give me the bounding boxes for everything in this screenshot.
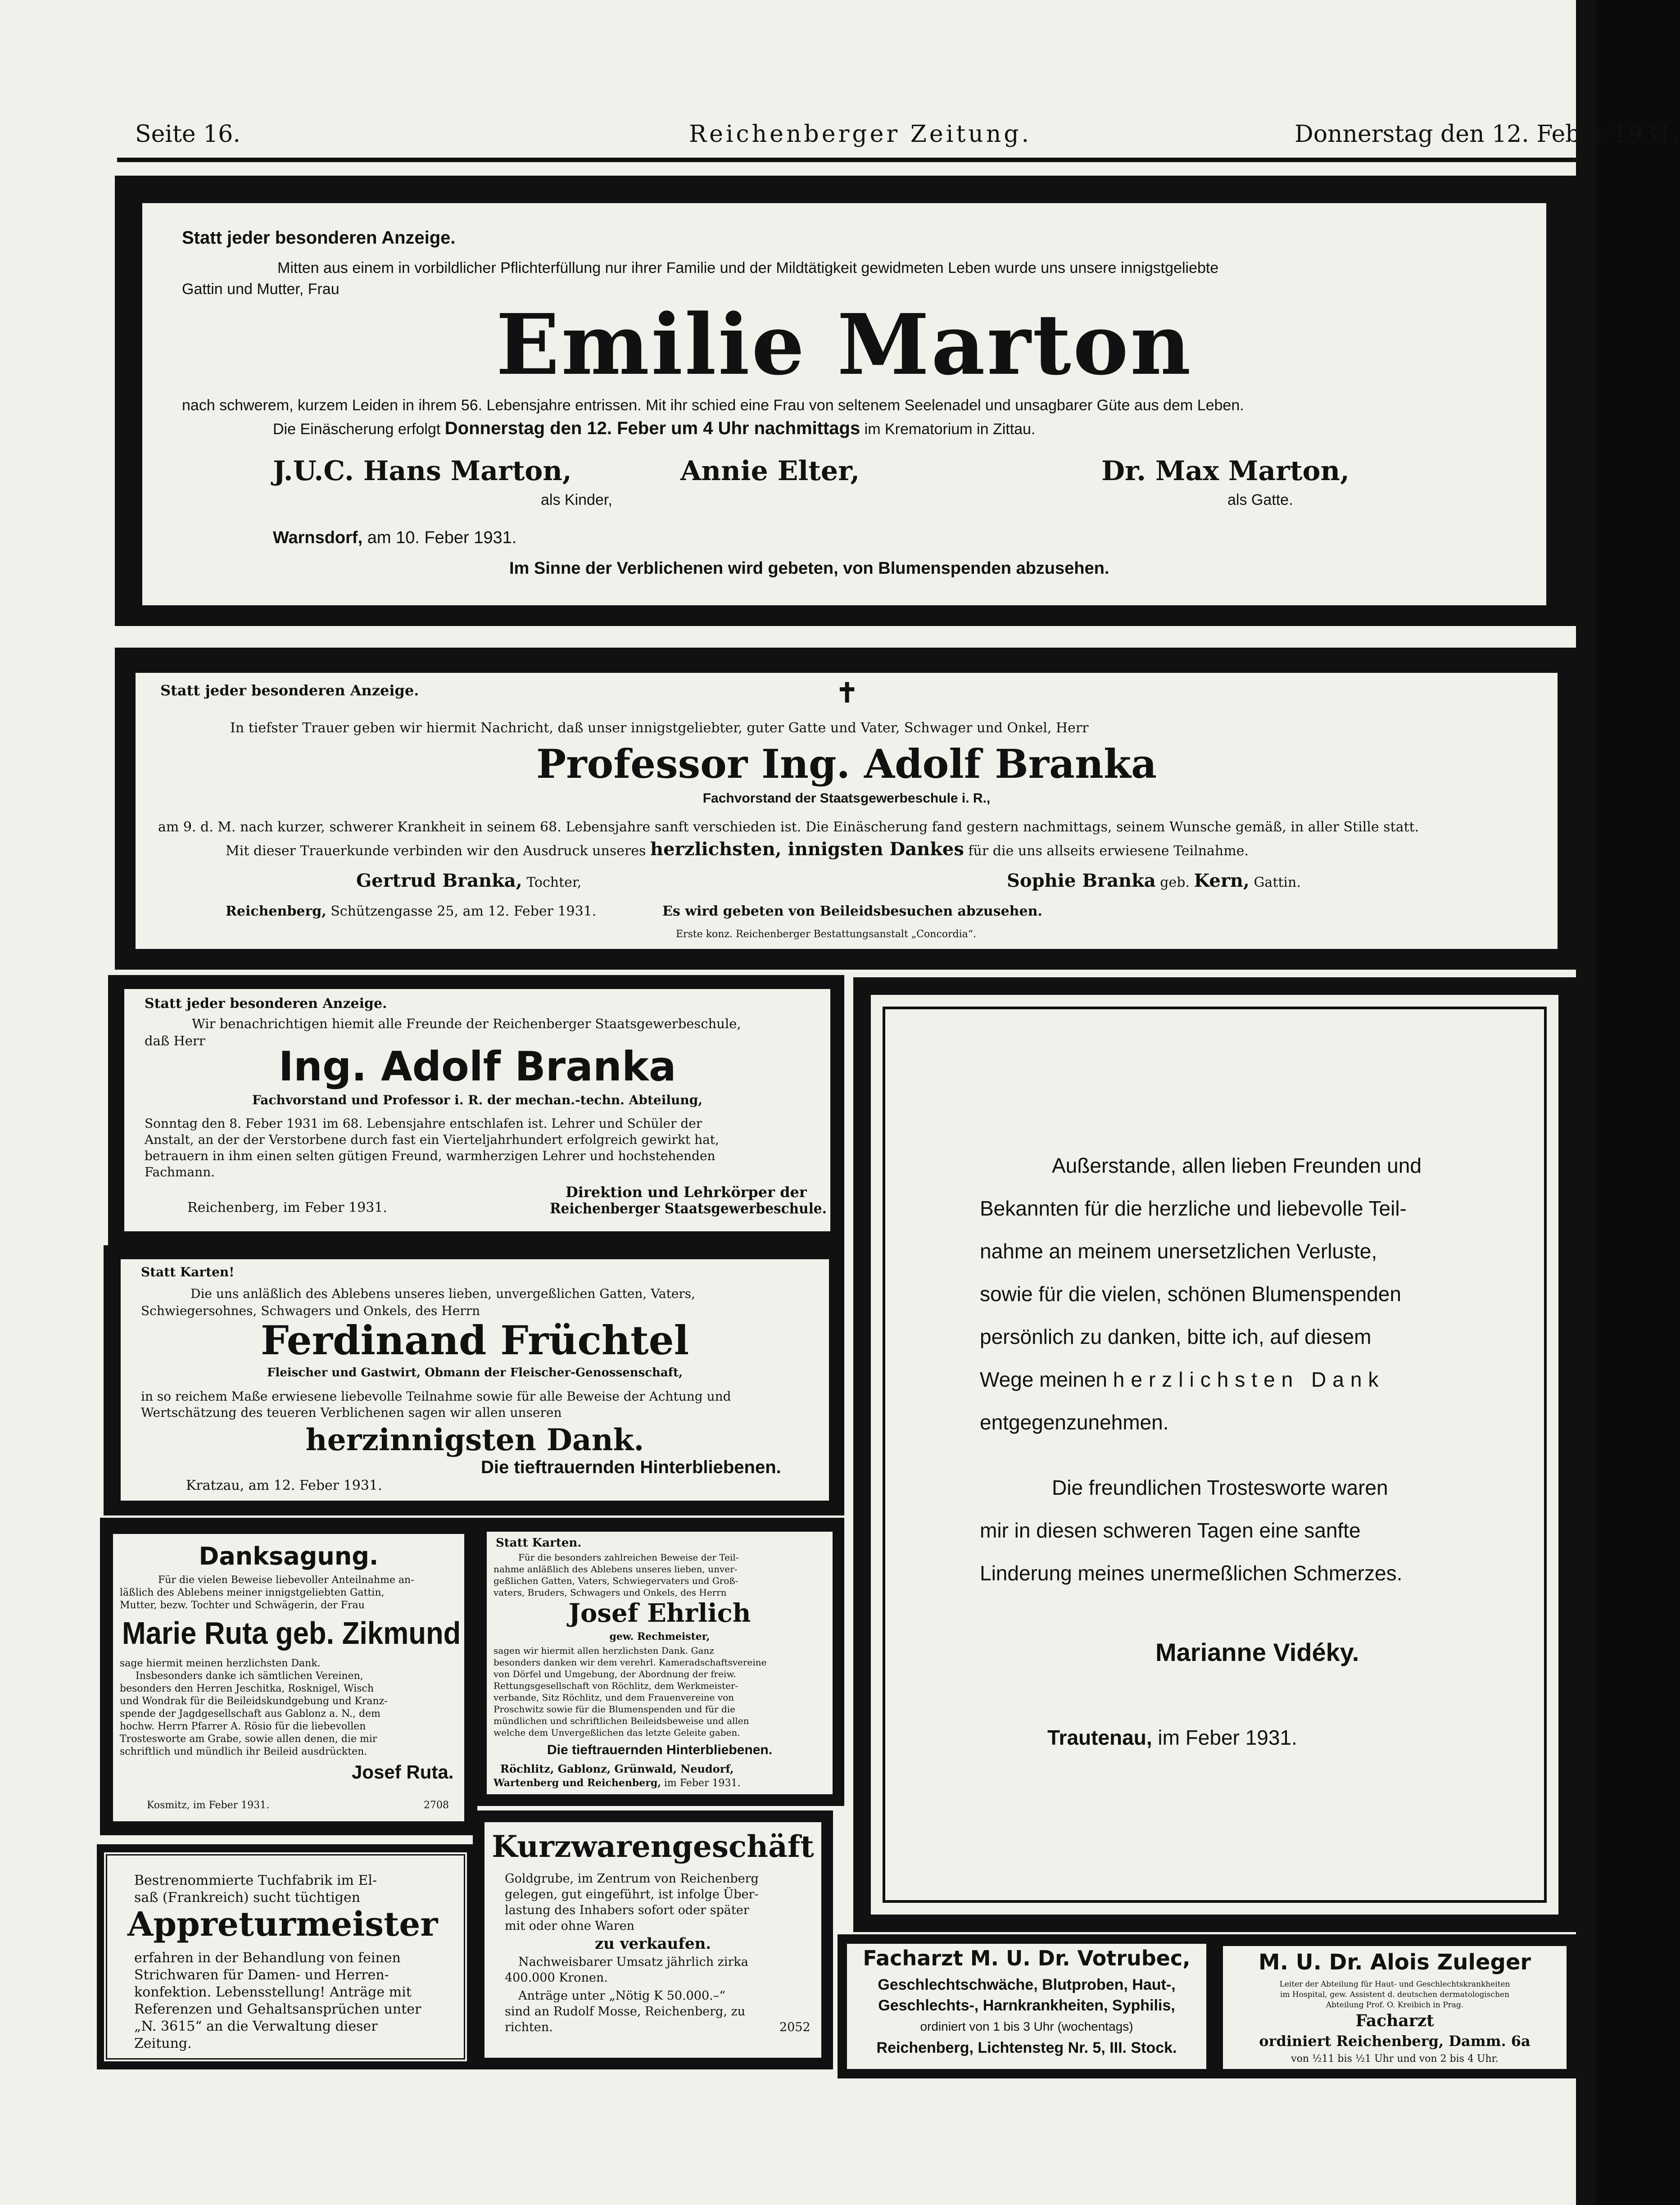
zuleger-l4: Facharzt	[1355, 2011, 1434, 2030]
branka-subtitle: Fachvorstand der Staatsgewerbeschule i. R.,	[702, 791, 991, 806]
kurzwaren-l6: 400.000 Kronen.	[505, 1971, 608, 1985]
videky-l1: Außerstande, allen lieben Freunden und	[1052, 1154, 1422, 1177]
school-place: Reichenberg, im Feber 1931.	[187, 1200, 387, 1216]
marton-intro: Statt jeder besonderen Anzeige.	[182, 228, 456, 248]
fruechtel-intro: Statt Karten!	[141, 1265, 235, 1279]
ruta-l10: Trostesworte am Grabe, sowie allen denen, die mir	[120, 1733, 377, 1745]
marton-closing: Im Sinne der Verblichenen wird gebeten, von Blumenspenden abzusehen.	[509, 559, 1109, 578]
fruechtel-line2: Schwiegersohnes, Schwagers und Onkels, des Herrn	[141, 1303, 480, 1318]
fruechtel-name: Ferdinand Früchtel	[260, 1317, 689, 1364]
fruechtel-line1: Die uns anläßlich des Ablebens unseres lieben, unvergeßlichen Gatten, Vaters,	[190, 1286, 696, 1301]
ruta-place: Kosmitz, im Feber 1931.	[147, 1800, 270, 1811]
appretur-l3: erfahren in der Behandlung von feinen	[134, 1950, 401, 1966]
school-sig2: Reichenberger Staatsgewerbeschule.	[550, 1200, 827, 1217]
kurzwaren-l7: Anträge unter „Nötig K 50.000.–“	[518, 1989, 726, 2003]
videky-l7: entgegenzunehmen.	[980, 1411, 1169, 1434]
appretur-l2: saß (Frankreich) sucht tüchtigen	[134, 1890, 361, 1906]
ruta-l7: und Wondrak für die Beileidskundgebung und Kranz-	[120, 1696, 388, 1707]
branka-line2: am 9. d. M. nach kurzer, schwerer Krankheit in seinem 68. Lebensjahre sanft verschieden ist. Die Einäscherung fand gestern nachmittags, seinem Wunsche gemäß, in aller Stille statt.	[158, 819, 1419, 835]
ruta-name: Marie Ruta geb. Zikmund	[122, 1615, 461, 1651]
kurzwaren-sale: zu verkaufen.	[594, 1935, 711, 1953]
ehrlich-l3: geßlichen Gatten, Vaters, Schwiegervaters und Groß-	[494, 1575, 738, 1586]
branka-signer-wife: Sophie Branka geb. Kern, Gattin.	[1007, 870, 1301, 891]
issue-date: Donnerstag den 12. Feber 1931.	[1295, 121, 1680, 148]
ehrlich-l8: Rettungsgesellschaft von Röchlitz, dem Werkmeister-	[494, 1680, 738, 1691]
ehrlich-l6: besonders danken wir dem verehrl. Kameradschaftsvereine	[494, 1657, 767, 1668]
branka-line3: Mit dieser Trauerkunde verbinden wir den Ausdruck unseres herzlichsten, innigsten Dankes für die uns allseits erwiesene Teilnahme.	[226, 839, 1249, 860]
ruta-l9: hochw. Herrn Pfarrer A. Rösio für die liebevollen	[120, 1721, 366, 1732]
videky-l6: Wege meinen herzlichsten Dank	[980, 1368, 1385, 1391]
fruechtel-sig: Die tieftrauernden Hinterbliebenen.	[481, 1457, 781, 1477]
ruta-title: Danksagung.	[199, 1542, 379, 1570]
ehrlich-places2: Wartenberg und Reichenberg, im Feber 1931.	[494, 1777, 741, 1789]
school-line2: daß Herr	[145, 1033, 205, 1048]
appretur-ad	[103, 1851, 468, 2063]
ehrlich-l1: Für die besonders zahlreichen Beweise der Teil-	[518, 1552, 739, 1563]
marton-role-husband: als Gatte.	[1227, 491, 1293, 508]
votrubec-l3: ordiniert von 1 bis 3 Uhr (wochentags)	[920, 2019, 1133, 2033]
videky-l3: nahme an meinem unersetzlichen Verluste,	[980, 1239, 1377, 1263]
marton-line2: Gattin und Mutter, Frau	[182, 281, 340, 298]
zuleger-title: M. U. Dr. Alois Zuleger	[1258, 1950, 1531, 1975]
ehrlich-l7: von Dörfel und Umgebung, der Abordnung der freiw.	[494, 1669, 736, 1679]
kurzwaren-l5: Nachweisbarer Umsatz jährlich zirka	[518, 1955, 748, 1969]
ruta-signature: Josef Ruta.	[352, 1761, 454, 1783]
votrubec-l2: Geschlechts-, Harnkrankheiten, Syphilis,	[878, 1997, 1175, 2014]
marton-line3: nach schwerem, kurzem Leiden in ihrem 56. Lebensjahre entrissen. Mit ihr schied eine Frau von seltenem Seelenadel und unsagbarer Güte aus dem Leben.	[182, 397, 1244, 414]
ehrlich-sig: Die tieftrauernden Hinterbliebenen.	[547, 1742, 773, 1757]
school-body4: Fachmann.	[145, 1165, 215, 1180]
branka-place: Reichenberg, Schützengasse 25, am 12. Feber 1931.	[226, 903, 597, 919]
branka-request: Es wird gebeten von Beileidsbesuchen abzusehen.	[662, 903, 1042, 919]
school-name: Ing. Adolf Branka	[278, 1043, 676, 1090]
kurzwaren-l4: mit oder ohne Waren	[505, 1919, 635, 1933]
votrubec-l4: Reichenberg, Lichtensteg Nr. 5, III. Stock.	[876, 2039, 1177, 2056]
fruechtel-body1: in so reichem Maße erwiesene liebevolle Teilnahme sowie für alle Beweise der Achtung und	[141, 1389, 731, 1404]
ehrlich-name: Josef Ehrlich	[568, 1598, 751, 1628]
ruta-l4: sage hiermit meinen herzlichsten Dank.	[120, 1658, 321, 1669]
marton-name: Emilie Marton	[496, 295, 1193, 394]
ehrlich-subtitle: gew. Rechmeister,	[609, 1631, 710, 1642]
branka-line1: In tiefster Trauer geben wir hiermit Nachricht, daß unser innigstgeliebter, guter Gatte und Vater, Schwager und Onkel, Herr	[230, 720, 1089, 736]
videky-l10: Linderung meines unermeßlichen Schmerzes.	[980, 1561, 1403, 1585]
marton-signer-son: J.U.C. Hans Marton,	[273, 455, 572, 487]
newspaper-title: Reichenberger Zeitung.	[689, 121, 1032, 148]
videky-l4: sowie für die vielen, schönen Blumenspenden	[980, 1282, 1401, 1306]
videky-l8: Die freundlichen Trostesworte waren	[1052, 1476, 1388, 1499]
appretur-title: Appreturmeister	[127, 1905, 438, 1944]
school-line1: Wir benachrichtigen hiemit alle Freunde der Reichenberger Staatsgewerbeschule,	[192, 1016, 741, 1031]
school-sig1: Direktion und Lehrkörper der	[566, 1184, 807, 1201]
marton-signer-husband: Dr. Max Marton,	[1101, 455, 1350, 487]
fruechtel-place: Kratzau, am 12. Feber 1931.	[186, 1478, 382, 1493]
videky-ad	[883, 1007, 1547, 1903]
videky-l5: persönlich zu danken, bitte ich, auf diesem	[980, 1325, 1372, 1348]
scan-edge	[1576, 0, 1596, 2205]
marton-line1: Mitten aus einem in vorbildlicher Pflichterfüllung nur ihrer Familie und der Mildtätigkeit gewidmeten Leben wurde uns unsere innigstgeliebte	[277, 259, 1219, 277]
school-body1: Sonntag den 8. Feber 1931 im 68. Lebensjahre entschlafen ist. Lehrer und Schüler der	[145, 1116, 702, 1131]
kurzwaren-ad	[482, 1819, 824, 2060]
branka-name: Professor Ing. Adolf Branka	[536, 740, 1157, 787]
kurzwaren-l3: lastung des Inhabers sofort oder später	[505, 1903, 749, 1917]
zuleger-l5: ordiniert Reichenberg, Damm. 6a	[1259, 2033, 1531, 2050]
ruta-l1: Für die vielen Beweise liebevoller Anteilnahme an-	[158, 1574, 414, 1586]
fruechtel-body2: Wertschätzung des teueren Verblichenen sagen wir allen unseren	[141, 1405, 562, 1420]
ehrlich-l10: Proschwitz sowie für die Blumenspenden und für die	[494, 1704, 735, 1715]
videky-place: Trautenau, im Feber 1931.	[1047, 1726, 1297, 1749]
zuleger-l6: von ½11 bis ½1 Uhr und von 2 bis 4 Uhr.	[1291, 2053, 1499, 2064]
branka-ad	[133, 670, 1560, 952]
school-body2: Anstalt, an der der Verstorbene durch fast ein Vierteljahrhundert erfolgreich gewirkt hat,	[145, 1132, 719, 1147]
branka-intro: Statt jeder besonderen Anzeige.	[160, 682, 419, 699]
ruta-ad	[110, 1531, 467, 1824]
ruta-l2: läßlich des Ablebens meiner innigstgeliebten Gattin,	[120, 1587, 385, 1598]
kurzwaren-number: 2052	[779, 2020, 811, 2034]
kurzwaren-l2: gelegen, gut eingeführt, ist infolge Über-	[505, 1887, 759, 1901]
fruechtel-subtitle: Fleischer und Gastwirt, Obmann der Fleischer-Genossenschaft,	[267, 1366, 683, 1379]
appretur-l7: „N. 3615“ an die Verwaltung dieser	[134, 2019, 378, 2034]
cross-symbol: ✝	[836, 678, 859, 708]
ruta-l11: schriftlich und mündlich ihr Beileid ausdrückten.	[120, 1746, 367, 1757]
marton-ad	[140, 200, 1549, 608]
appretur-l4: Strichwaren für Damen- und Herren-	[134, 1967, 389, 1983]
page-number: Seite 16.	[135, 121, 240, 148]
zuleger-l3: Abteilung Prof. O. Kreibich in Prag.	[1326, 2001, 1464, 2010]
ehrlich-l11: mündlichen und schriftlichen Beileidsbeweise und allen	[494, 1715, 749, 1726]
ruta-l5: Insbesonders danke ich sämtlichen Vereinen,	[136, 1670, 363, 1682]
fruechtel-ad	[118, 1257, 832, 1503]
school-intro: Statt jeder besonderen Anzeige.	[145, 996, 387, 1012]
kurzwaren-l1: Goldgrube, im Zentrum von Reichenberg	[505, 1872, 759, 1886]
marton-signer-daughter: Annie Elter,	[680, 455, 860, 487]
kurzwaren-title: Kurzwarengeschäft	[492, 1829, 814, 1864]
school-body3: betrauern in ihm einen selten gütigen Freund, warmherzigen Lehrer und hochstehenden	[145, 1148, 715, 1163]
votrubec-ad	[844, 1941, 1209, 2072]
appretur-l1: Bestrenommierte Tuchfabrik im El-	[134, 1873, 377, 1888]
ehrlich-l2: nahme anläßlich des Ablebens unseres lieben, unver-	[494, 1564, 738, 1574]
videky-l9: mir in diesen schweren Tagen eine sanfte	[980, 1519, 1361, 1542]
kurzwaren-l8: sind an Rudolf Mosse, Reichenberg, zu	[505, 2005, 746, 2019]
ehrlich-places: Röchlitz, Gablonz, Grünwald, Neudorf,	[500, 1762, 734, 1775]
marton-line4: Die Einäscherung erfolgt Donnerstag den 12. Feber um 4 Uhr nachmittags im Krematorium in Zittau.	[273, 418, 1036, 438]
zuleger-l2: im Hospital, gew. Assistent d. deutschen dermatologischen	[1280, 1990, 1510, 1999]
appretur-l6: Referenzen und Gehaltsansprüchen unter	[134, 2001, 421, 2017]
ehrlich-l12: welche dem Unvergeßlichen das letzte Geleite gaben.	[494, 1727, 740, 1738]
ruta-l8: spende der Jagdgesellschaft aus Gablonz a. N., dem	[120, 1708, 380, 1720]
school-ad	[122, 986, 833, 1234]
appretur-l8: Zeitung.	[134, 2036, 192, 2051]
zuleger-l1: Leiter der Abteilung für Haut- und Geschlechtskrankheiten	[1279, 1980, 1510, 1989]
ehrlich-l4: vaters, Bruders, Schwagers und Onkels, des Herrn	[494, 1587, 727, 1598]
school-subtitle: Fachvorstand und Professor i. R. der mechan.-techn. Abteilung,	[252, 1093, 703, 1107]
branka-undertaker: Erste konz. Reichenberger Bestattungsanstalt „Concordia“.	[676, 929, 977, 940]
ehrlich-l5: sagen wir hiermit allen herzlichsten Dank. Ganz	[494, 1645, 714, 1656]
ehrlich-intro: Statt Karten.	[496, 1536, 582, 1550]
videky-l2: Bekannten für die herzliche und liebevolle Teil-	[980, 1197, 1407, 1220]
fruechtel-thanks: herzinnigsten Dank.	[305, 1422, 644, 1457]
votrubec-l1: Geschlechtschwäche, Blutproben, Haut-,	[878, 1976, 1176, 1993]
marton-role-children: als Kinder,	[541, 491, 612, 508]
ruta-l3: Mutter, bezw. Tochter und Schwägerin, der Frau	[120, 1600, 365, 1611]
ruta-number: 2708	[424, 1800, 449, 1811]
branka-signer-daughter: Gertrud Branka, Tochter,	[356, 870, 582, 891]
marton-place: Warnsdorf, am 10. Feber 1931.	[273, 528, 517, 547]
ehrlich-ad	[484, 1529, 835, 1797]
kurzwaren-l9: richten.	[505, 2020, 553, 2034]
ehrlich-l9: verbande, Sitz Röchlitz, und dem Frauenvereine von	[494, 1692, 734, 1703]
header-rule	[117, 158, 1576, 162]
zuleger-ad	[1220, 1943, 1569, 2072]
videky-signature: Marianne Vidéky.	[1155, 1638, 1359, 1666]
ruta-l6: besonders den Herren Jeschitka, Rosknigel, Wisch	[120, 1683, 374, 1694]
appretur-l5: konfektion. Lebensstellung! Anträge mit	[134, 1984, 412, 2000]
votrubec-title: Facharzt M. U. Dr. Votrubec,	[863, 1946, 1191, 1970]
